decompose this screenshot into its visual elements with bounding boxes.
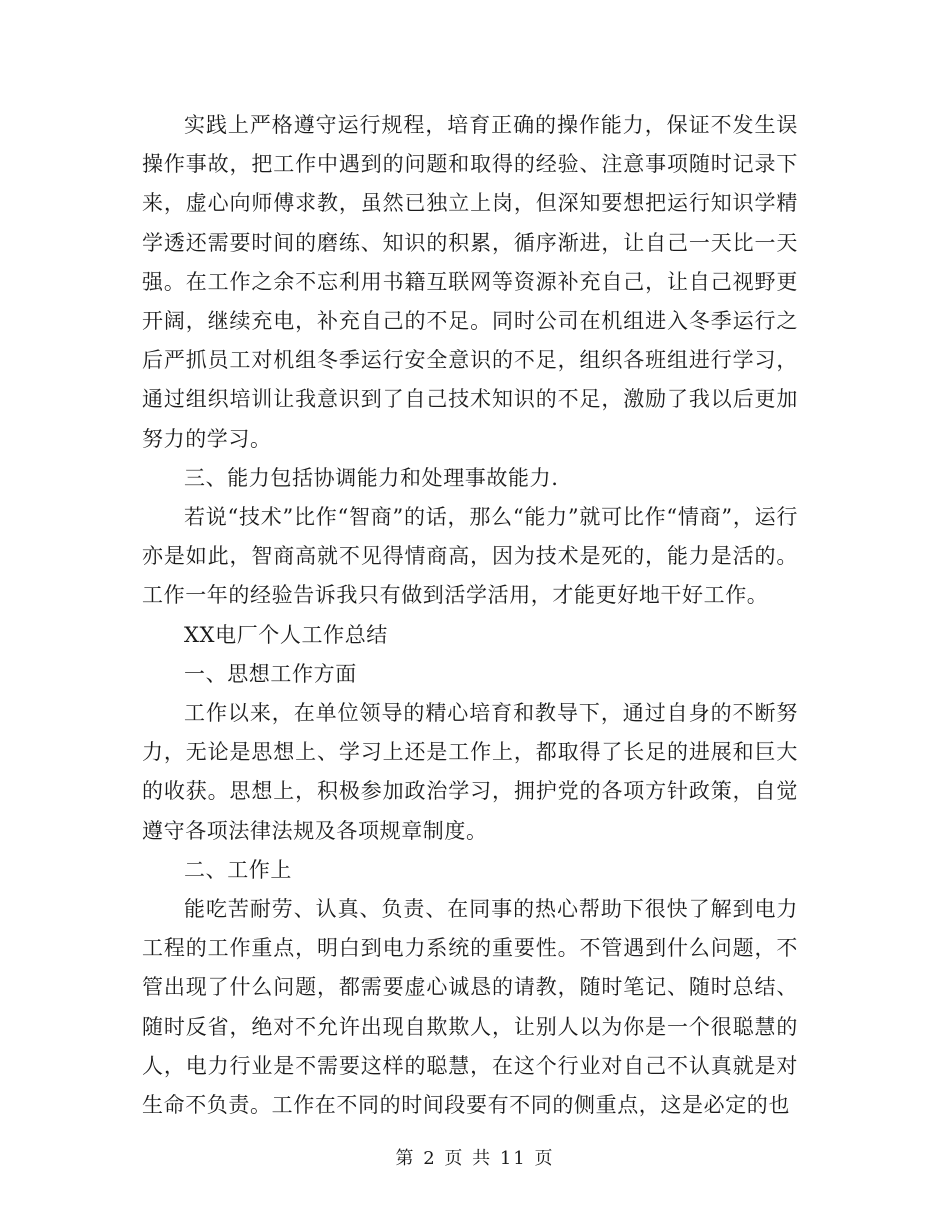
paragraph-tech-vs-ability: 若说“技术”比作“智商”的话，那么“能力”就可比作“情商”，运行亦是如此，智商高就不见得情商高，因为技术是死的，能力是活的。工作一年的经验告诉我只有做到活学活用，才能更好地干好工作。: [142, 505, 798, 608]
section-heading-thought: 一、思想工作方面: [184, 661, 357, 686]
section-heading-ability: 三、能力包括协调能力和处理事故能力.: [184, 465, 559, 490]
paragraph-work: 能吃苦耐劳、认真、负责、在同事的热心帮助下很快了解到电力工程的工作重点，明白到电力系统的重要性。不管遇到什么问题，不管出现了什么问题，都需要虚心诚恳的请教，随时笔记、随时总结、随时反省，绝对不允许出现自欺欺人，让别人以为你是一个很聪慧的人，电力行业是不需要这样的聪慧，在这个行业对自己不认真就是对生命不负责。工作在不同的时间段要有不同的侧重点，这是必定的也: [142, 897, 798, 1118]
paragraph-thought-work: 工作以来，在单位领导的精心培育和教导下，通过自身的不断努力，无论是思想上、学习上还是工作上，都取得了长足的进展和巨大的收获。思想上，积极参加政治学习，拥护党的各项方针政策，自觉遵守各项法律法规及各项规章制度。: [142, 701, 798, 843]
paragraph-practice: 实践上严格遵守运行规程，培育正确的操作能力，保证不发生误操作事故，把工作中遇到的问题和取得的经验、注意事项随时记录下来，虚心向师傅求教，虽然已独立上岗，但深知要想把运行知识学精学透还需要时间的磨练、知识的积累，循序渐进，让自己一天比一天强。在工作之余不忘利用书籍互联网等资源补充自己，让自己视野更开阔，继续充电，补充自己的不足。同时公司在机组进入冬季运行之后严抓员工对机组冬季运行安全意识的不足，组织各班组进行学习，通过组织培训让我意识到了自己技术知识的不足，激励了我以后更加努力的学习。: [142, 113, 798, 451]
document-title: XX电厂个人工作总结: [184, 622, 388, 647]
page-number-footer: 第 2 页 共 11 页: [395, 1148, 555, 1169]
section-heading-work: 二、工作上: [184, 857, 292, 882]
document-body: [142, 106, 798, 1125]
